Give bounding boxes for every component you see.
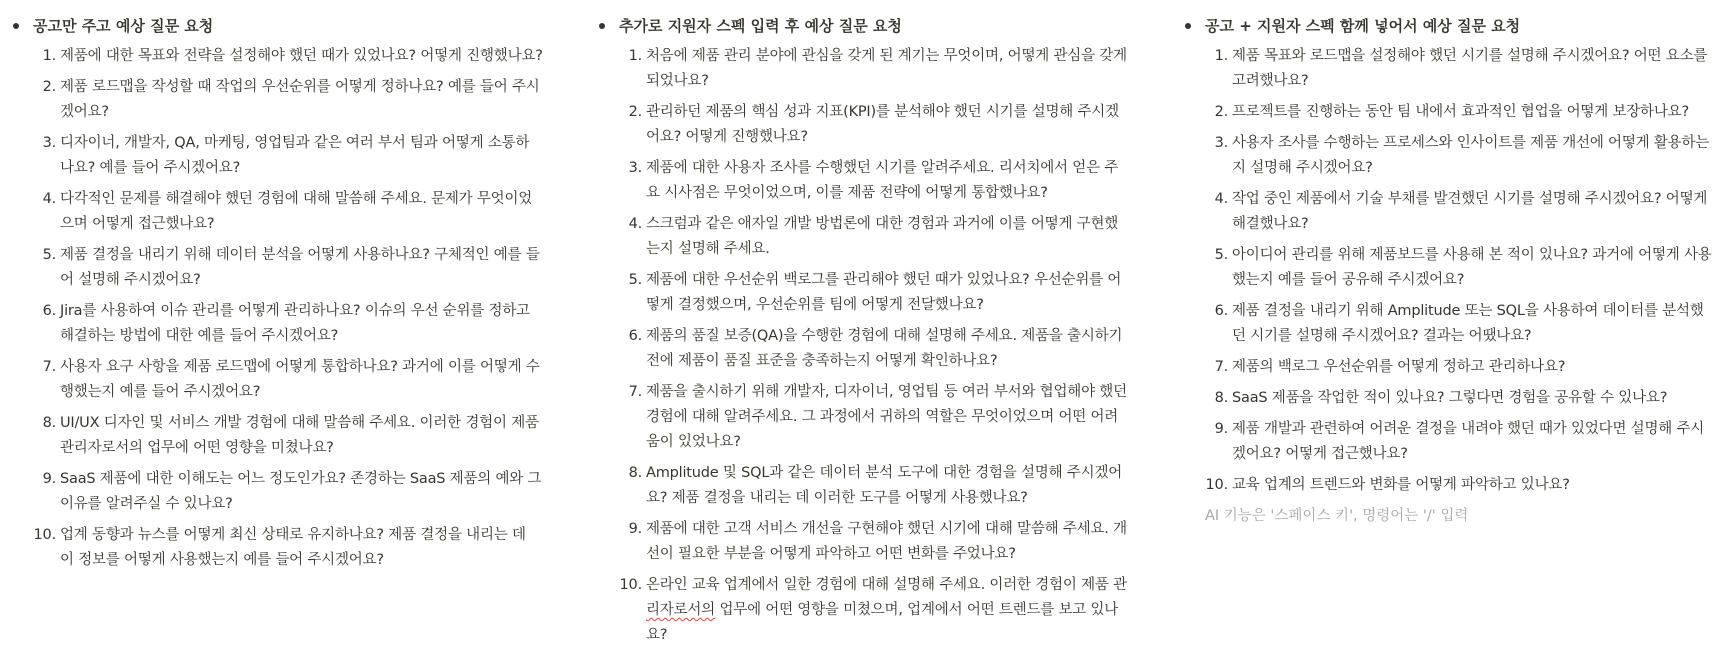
list-item[interactable] [1180,100,1715,125]
empty-block-placeholder[interactable]: AI 기능은 '스페이스 키', 명령어는 '/' 입력 [1205,508,1469,524]
question-text: 제품을 출시하기 위해 개발자, 디자이너, 영업팀 등 여러 부서와 협업해야 했던 경험에 대해 알려주세요. 그 과정에서 귀하의 역할은 무엇이었으며 어떤 어려움이 있었나요? [646,384,1127,450]
question-text: 제품 결정을 내리기 위해 데이터 분석을 어떻게 사용하나요? 구체적인 예를 들어 설명해 주시겠어요? [60,247,540,288]
question-text: 제품 로드맵을 작성할 때 작업의 우선순위를 어떻게 정하나요? 예를 들어 주시겠어요? [60,79,540,120]
question-text: 다각적인 문제를 해결해야 했던 경험에 대해 말씀해 주세요. 문제가 무엇이었으며 어떻게 접근했나요? [60,191,533,232]
question-text: 관리하던 제품의 핵심 성과 지표(KPI)를 분석해야 했던 시기를 설명해 주시겠어요? 어떻게 진행했나요? [646,104,1119,145]
list-number: 2. [628,104,642,120]
list-number: 7. [42,359,56,375]
list-item[interactable] [8,187,543,237]
bullet-icon [1185,23,1191,29]
list-item[interactable] [8,131,543,181]
list-number: 9. [1214,421,1228,437]
question-text-part: 온라인 교육 업계에서 일한 경험에 대해 설명해 주세요. 이러한 경험이 제품 관 [646,577,1127,593]
list-item[interactable] [8,44,543,69]
list-number: 6. [1214,303,1228,319]
list-item[interactable] [1180,473,1715,498]
list-number: 1. [628,48,642,64]
question-text: 제품의 백로그 우선순위를 어떻게 정하고 관리하나요? [1232,359,1566,375]
column-job-posting-only [8,12,543,579]
list-number: 9. [42,471,56,487]
list-item[interactable] [594,380,1127,455]
list-number: 5. [42,247,56,263]
list-number: 8. [42,415,56,431]
list-item[interactable] [594,100,1127,150]
heading-text: 공고 + 지원자 스펙 함께 넣어서 예상 질문 요청 [1205,17,1521,35]
list-number: 4. [1214,191,1228,207]
list-number: 3. [1214,135,1228,151]
question-text: 업계 동향과 뉴스를 어떻게 최신 상태로 유지하나요? 제품 결정을 내리는 데 이 정보를 어떻게 사용했는지 예를 들어 주시겠어요? [60,527,526,568]
list-item[interactable] [1180,299,1715,349]
list-item[interactable] [1180,417,1715,467]
question-text: 제품 목표와 로드맵을 설정해야 했던 시기를 설명해 주시겠어요? 어떤 요소를 고려했나요? [1232,48,1708,89]
numbered-list [594,44,1127,648]
heading-text: 추가로 지원자 스펙 입력 후 예상 질문 요청 [619,17,902,35]
list-item[interactable] [1180,44,1715,94]
bullet-icon [599,23,605,29]
bullet-heading[interactable] [1180,12,1715,40]
question-text: Jira를 사용하여 이슈 관리를 어떻게 관리하나요? 이슈의 우선 순위를 정하고 해결하는 방법에 대한 예를 들어 주시겠어요? [60,303,530,344]
list-item[interactable] [1180,355,1715,380]
list-item[interactable] [8,467,543,517]
list-number: 3. [42,135,56,151]
list-item[interactable] [1180,187,1715,237]
bullet-heading[interactable] [8,12,543,40]
list-number: 10. [1205,477,1228,493]
list-number: 10. [619,577,642,593]
spellcheck-underline[interactable]: 리자로서의 [646,602,716,618]
question-text: SaaS 제품을 작업한 적이 있나요? 그렇다면 경험을 공유할 수 있나요? [1232,390,1668,406]
numbered-list [8,44,543,573]
question-text: 제품에 대한 사용자 조사를 수행했던 시기를 알려주세요. 리서치에서 얻은 주요 시사점은 무엇이었으며, 이를 제품 전략에 어떻게 통합했나요? [646,160,1119,201]
question-text: 제품 개발과 관련하여 어려운 결정을 내려야 했던 때가 있었다면 설명해 주시겠어요? 어떻게 접근했나요? [1232,421,1705,462]
list-number: 8. [1214,390,1228,406]
list-number: 6. [42,303,56,319]
list-number: 4. [42,191,56,207]
question-text [646,577,1127,643]
list-item[interactable] [8,411,543,461]
question-text: 사용자 요구 사항을 제품 로드맵에 어떻게 통합하나요? 과거에 이를 어떻게 수행했는지 예를 들어 주시겠어요? [60,359,540,400]
list-number: 5. [628,272,642,288]
list-item[interactable] [594,268,1127,318]
question-text: 제품에 대한 목표와 전략을 설정해야 했던 때가 있었나요? 어떻게 진행했나요? [60,48,543,64]
question-text: 프로젝트를 진행하는 동안 팀 내에서 효과적인 협업을 어떻게 보장하나요? [1232,104,1689,120]
list-item[interactable] [594,324,1127,374]
list-number: 5. [1214,247,1228,263]
list-item[interactable] [594,461,1127,511]
question-text: 제품에 대한 우선순위 백로그를 관리해야 했던 때가 있었나요? 우선순위를 어떻게 결정했으며, 우선순위를 팀에 어떻게 전달했나요? [646,272,1122,313]
heading-text: 공고만 주고 예상 질문 요청 [33,17,214,35]
list-number: 1. [1214,48,1228,64]
question-text: Amplitude 및 SQL과 같은 데이터 분석 도구에 대한 경험을 설명해 주시겠어요? 제품 결정을 내리는 데 이러한 도구를 어떻게 사용했나요? [646,465,1123,506]
question-text: UI/UX 디자인 및 서비스 개발 경험에 대해 말씀해 주세요. 이러한 경험이 제품 관리자로서의 업무에 어떤 영향을 미쳤나요? [60,415,539,456]
question-text: 제품의 품질 보증(QA)을 수행한 경험에 대해 설명해 주세요. 제품을 출시하기 전에 제품이 품질 표준을 충족하는지 어떻게 확인하나요? [646,328,1123,369]
numbered-list [1180,44,1715,498]
list-item[interactable] [594,212,1127,262]
list-number: 1. [42,48,56,64]
list-number: 9. [628,521,642,537]
list-item[interactable] [594,573,1127,648]
list-item[interactable] [8,243,543,293]
question-text: 제품에 대한 고객 서비스 개선을 구현해야 했던 시기에 대해 말씀해 주세요. 개선이 필요한 부분을 어떻게 파악하고 어떤 변화를 주었나요? [646,521,1127,562]
question-text: 아이디어 관리를 위해 제품보드를 사용해 본 적이 있나요? 과거에 어떻게 사용했는지 예를 들어 공유해 주시겠어요? [1232,247,1712,288]
question-text: 제품 결정을 내리기 위해 Amplitude 또는 SQL을 사용하여 데이터를 분석했던 시기를 설명해 주시겠어요? 결과는 어땠나요? [1232,303,1704,344]
list-item[interactable] [1180,131,1715,181]
question-text: 교육 업계의 트렌드와 변화를 어떻게 파악하고 있나요? [1232,477,1570,493]
question-text: 사용자 조사를 수행하는 프로세스와 인사이트를 제품 개선에 어떻게 활용하는지 설명해 주시겠어요? [1232,135,1710,176]
bullet-icon [13,23,19,29]
list-number: 7. [628,384,642,400]
list-number: 8. [628,465,642,481]
column-posting-plus-spec [1180,12,1715,529]
question-text: 디자이너, 개발자, QA, 마케팅, 영업팀과 같은 여러 부서 팀과 어떻게 소통하나요? 예를 들어 주시겠어요? [60,135,530,176]
list-item[interactable] [1180,243,1715,293]
list-item[interactable] [594,156,1127,206]
list-item[interactable] [8,75,543,125]
list-item[interactable] [594,44,1127,94]
list-item[interactable] [1180,386,1715,411]
list-number: 7. [1214,359,1228,375]
question-text: 작업 중인 제품에서 기술 부채를 발견했던 시기를 설명해 주시겠어요? 어떻게 해결했나요? [1232,191,1708,232]
list-number: 6. [628,328,642,344]
list-number: 2. [42,79,56,95]
list-number: 3. [628,160,642,176]
question-text: 스크럼과 같은 애자일 개발 방법론에 대한 경험과 과거에 이를 어떻게 구현했는지 설명해 주세요. [646,216,1119,257]
list-item[interactable] [594,517,1127,567]
list-number: 10. [33,527,56,543]
question-text: SaaS 제품에 대한 이해도는 어느 정도인가요? 존경하는 SaaS 제품의 예와 그 이유를 알려주실 수 있나요? [60,471,542,512]
list-number: 2. [1214,104,1228,120]
list-item[interactable] [8,523,543,573]
bullet-heading[interactable] [594,12,1127,40]
question-text-part: 업무에 어떤 영향을 미쳤으며, 업계에서 어떤 트렌드를 보고 있나요? [646,602,1119,643]
question-text: 처음에 제품 관리 분야에 관심을 갖게 된 계기는 무엇이며, 어떻게 관심을 갖게 되었나요? [646,48,1127,89]
list-item[interactable] [8,299,543,349]
list-number: 4. [628,216,642,232]
column-with-applicant-spec [594,12,1127,654]
list-item[interactable] [8,355,543,405]
